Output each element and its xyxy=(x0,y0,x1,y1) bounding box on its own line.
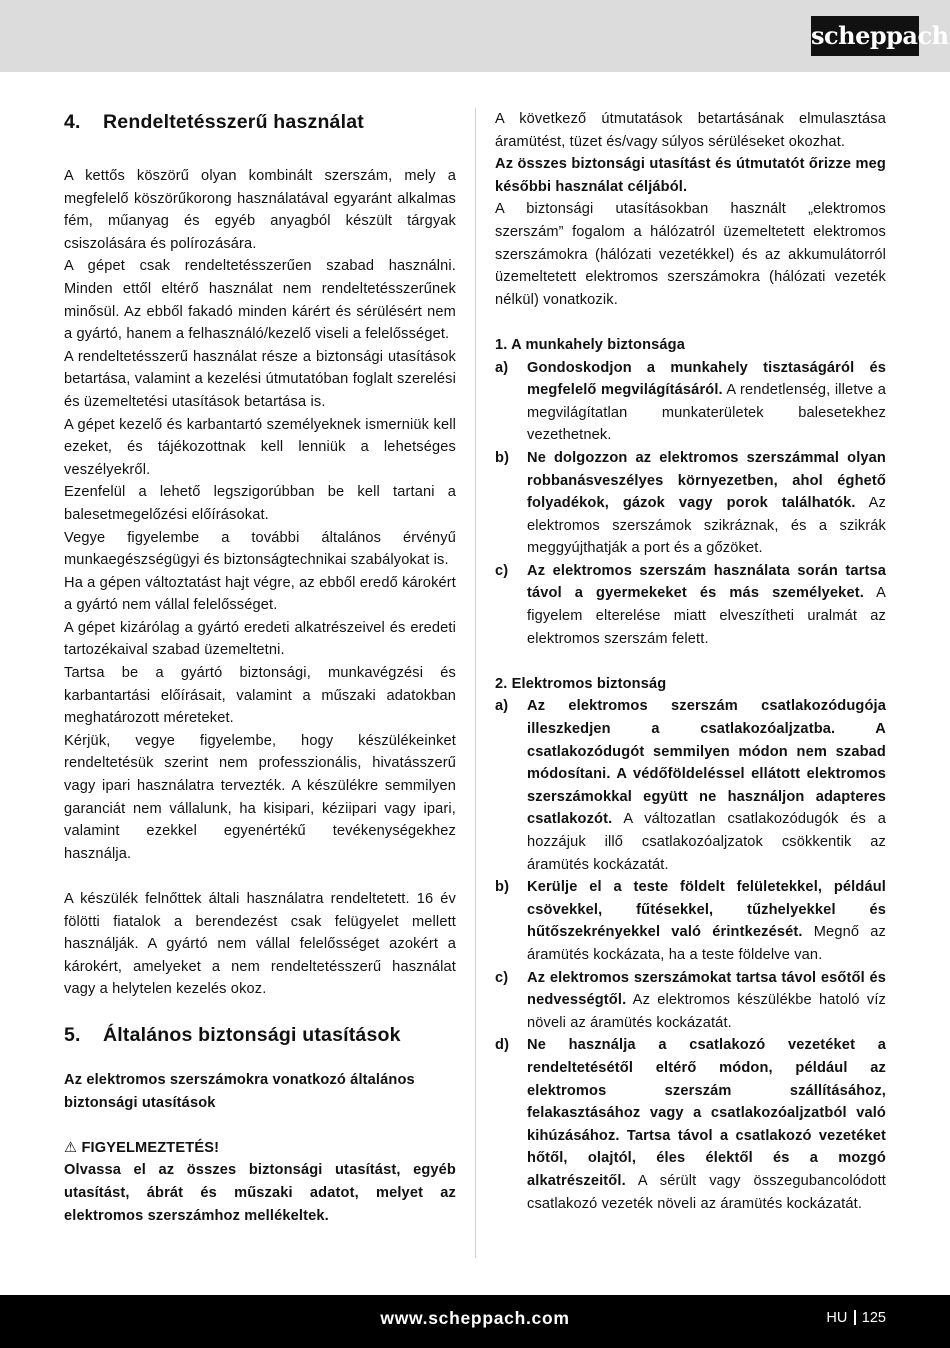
list-item-bold-text: Ne dolgozzon az elektromos szerszámmal olyan robbanásveszélyes környezetben, ahol éghető folyadékok, gázok vagy porok találhatók. xyxy=(527,449,886,512)
list-item-bold-text: Az elektromos szerszám használata során tartsa távol a gyermekeket és más személyeket. xyxy=(527,562,886,602)
list-item-regular-text: A sérült vagy összegubancolódott csatlakozó vezeték növeli az áramütés kockázatát. xyxy=(527,1172,886,1212)
section-2-list xyxy=(495,695,886,1215)
paragraph: Kérjük, vegye figyelembe, hogy készülékeinket rendeltetésük szerint nem professzionális, hivatásszerű vagy ipari használatra tervezték. A készülékre semmilyen garanciát nem vállalunk, ha kisipari, kéziipari vagy ipari, valamint ezekkel egyenértékű tevékenységekhez használja. xyxy=(64,732,456,862)
list-item-text xyxy=(527,1034,886,1215)
list-item xyxy=(495,447,886,560)
list-item-label: c) xyxy=(495,969,509,986)
paragraph: A készülék felnőttek általi használatra rendeltetett. 16 év fölötti fiatalok a berendezést csak felügyelet mellett használják. A gyártó nem vállal felelősséget azokért a károkért, amelyeket a nem rendeltetésszerű használat vagy a helytelen kezelés okoz. xyxy=(64,891,456,998)
section-4-heading: 4. Rendeltetésszerű használat xyxy=(64,111,364,133)
list-item-label: c) xyxy=(495,562,509,579)
section-1-title: 1. A munkahely biztonsága xyxy=(495,336,685,353)
warning-text: Olvassa el az összes biztonsági utasítást, egyéb utasítást, ábrát és műszaki adatot, melyet az elektromos szerszámhoz mellékeltek. xyxy=(64,1162,456,1224)
paragraph: A rendeltetésszerű használat része a biztonsági utasítások betartása, valamint a kezelési útmutatóban foglalt szerelési és üzemeltetési utasítások betartása is. xyxy=(64,348,456,410)
list-item-regular-text: A rendetlenség, illetve a megvilágítatlan munkaterületek balesetekhez vezethetnek. xyxy=(527,382,886,444)
section-1-list xyxy=(495,357,886,651)
list-item-label: b) xyxy=(495,879,510,896)
list-item xyxy=(495,357,886,447)
list-item-bold-text: Kerülje el a teste földelt felületekkel, például csövekkel, fűtésekkel, tűzhelyekkel és hűtőszekrényekkel való érintkezését. xyxy=(527,879,886,941)
paragraph-bold: Az összes biztonsági utasítást és útmutatót őrizze meg későbbi használat céljából. xyxy=(495,156,886,195)
list-item-text xyxy=(527,967,886,1035)
list-item xyxy=(495,560,886,650)
paragraph: Vegye figyelembe a további általános érvényű munkaegészségügyi és biztonságtechnikai szabályokat is. xyxy=(64,529,456,569)
page-info xyxy=(826,1310,886,1326)
language-code: HU xyxy=(826,1310,848,1326)
list-item-label: a) xyxy=(495,698,509,715)
list-item xyxy=(495,695,886,876)
list-item-regular-text: Az elektromos készülékbe hatoló víz növeli az áramütés kockázatát. xyxy=(527,992,886,1031)
paragraph: A gépet csak rendeltetésszerűen szabad használni. Minden ettől eltérő használat nem rendeltetésszerűnek minősül. Az ebből fakadó minden kárért és sérülésért nem a gyártó, hanem a felhasználó/kezelő viseli a felelősséget. xyxy=(64,258,456,343)
brand-logo: scheppach xyxy=(811,16,919,56)
list-item-text xyxy=(527,876,886,966)
list-item-regular-text: A figyelem elterelése miatt elveszítheti uralmát az elektromos szerszám felett. xyxy=(527,585,886,647)
list-item-label: a) xyxy=(495,359,509,376)
list-item-text xyxy=(527,447,886,560)
warning-heading: ⚠ FIGYELMEZTETÉS! xyxy=(64,1139,220,1156)
list-item-text xyxy=(527,357,886,447)
list-item-bold-text: Az elektromos szerszámokat tartsa távol esőtől és nedvességtől. xyxy=(527,969,886,1009)
list-item-regular-text: A változatlan csatlakozódugók és a hozzájuk illő csatlakozóaljzatok csökkentik az áramütés kockázatát. xyxy=(527,811,886,873)
left-column xyxy=(64,108,456,1227)
list-item-text xyxy=(527,560,886,650)
list-item xyxy=(495,1034,886,1215)
paragraph: A gépet kizárólag a gyártó eredeti alkatrészeivel és eredeti tartozékaival szabad üzemeltetni. xyxy=(64,619,456,659)
paragraph: A biztonsági utasításokban használt „elektromos szerszám” fogalom a hálózatról üzemeltetett elektromos szerszámokra (hálózati vezetékkel) és az akkumulátorról üzemeltetett elektromos szerszámokra (hálózati vezeték nélkül) vonatkozik. xyxy=(495,201,886,308)
right-column xyxy=(495,108,886,1215)
page-number: 125 xyxy=(861,1310,886,1326)
list-item-label: d) xyxy=(495,1037,510,1054)
paragraph: Ezenfelül a lehető legszigorúbban be kell tartani a balesetmegelőzési előírásokat. xyxy=(64,484,456,523)
list-item-label: b) xyxy=(495,449,510,466)
warning-icon: ⚠ xyxy=(64,1139,78,1156)
paragraph: A következő útmutatások betartásának elmulasztása áramütést, tüzet és/vagy súlyos sérüléseket okozhat. xyxy=(495,111,886,150)
subsection-heading: Az elektromos szerszámokra vonatkozó általános biztonsági utasítások xyxy=(64,1071,415,1111)
page-footer xyxy=(0,1295,950,1348)
separator xyxy=(854,1310,856,1325)
list-item xyxy=(495,876,886,966)
website-link[interactable]: www.scheppach.com xyxy=(380,1308,570,1328)
page-header xyxy=(0,0,950,72)
list-item-bold-text: Gondoskodjon a munkahely tisztaságáról és megfelelő megvilágításáról. xyxy=(527,359,886,399)
list-item xyxy=(495,967,886,1035)
paragraph: Tartsa be a gyártó biztonsági, munkavégzési és karbantartási előírásait, valamint a műszaki adatokban meghatározott méreteket. xyxy=(64,665,456,727)
section-2-title: 2. Elektromos biztonság xyxy=(495,675,667,692)
list-item-regular-text: Az elektromos szerszámok szikráznak, és a szikrák meggyújthatják a port és a gőzöket. xyxy=(527,495,886,557)
section-5-heading: 5. Általános biztonsági utasítások xyxy=(64,1023,401,1046)
list-item-regular-text: Megnő az áramütés kockázata, ha a teste földelve van. xyxy=(527,924,886,963)
list-item-bold-text: Ne használja a csatlakozó vezetéket a rendeltetésétől eltérő módon, például az elektromos szerszám szállításához, felakasztásához vagy a csatlakozóaljzatból való kihúzásához. Tartsa távol a csatlakozó vezetéket hőtől, olajtól, éles élektől és a mozgó alkatrészeitől. xyxy=(527,1037,886,1189)
paragraph: Ha a gépen változtatást hajt végre, az ebből eredő károkért a gyártó nem vállal felelősséget. xyxy=(64,574,456,614)
column-divider xyxy=(475,108,476,1258)
list-item-bold-text: Az elektromos szerszám csatlakozódugója illeszkedjen a csatlakozóaljzatba. A csatlakozódugót semmilyen módon nem szabad módosítani. A védőföldeléssel ellátott elektromos szerszámokkal együtt ne használjon adapteres csatlakozót. xyxy=(527,698,886,828)
list-item-text xyxy=(527,695,886,876)
paragraph: A kettős köszörű olyan kombinált szerszám, mely a megfelelő köszörűkorong használatával egyaránt alkalmas fém, műanyag és egyéb anyagból készült tárgyak csiszolására és polírozására. xyxy=(64,168,456,252)
paragraph: A gépet kezelő és karbantartó személyeknek ismerniük kell ezeket, és tájékozottnak kell lenniük a lehetséges veszélyekről. xyxy=(64,416,456,478)
